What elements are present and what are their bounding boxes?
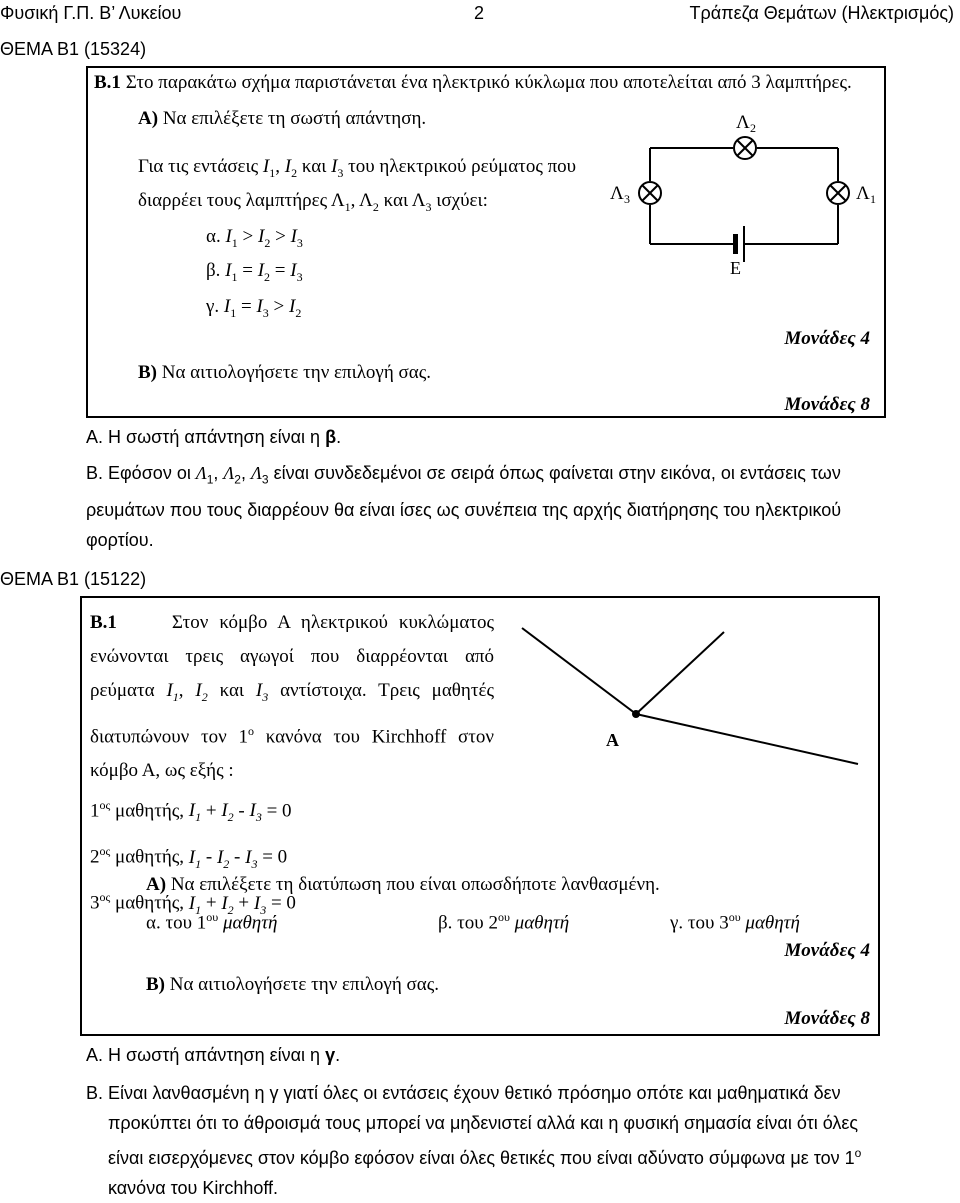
lamp-L3 [639, 182, 661, 204]
theme1-intro-line1: Για τις εντάσεις $I_1$, $I_2$ και $I_3$ του ηλεκτρικού ρεύματος που [138, 156, 577, 180]
theme1-option-a: α. $I_1 > I_2 > I_3$ [206, 226, 303, 250]
lamp-L1 [827, 182, 849, 204]
question-text: Στο παρακάτω σχήμα παριστάνεται ένα ηλεκτρικό κύκλωμα που αποτελείται από 3 λαμπτήρες. [125, 72, 852, 93]
circuit-diagram [588, 104, 888, 284]
label-L1: Λ [856, 183, 870, 204]
svg-text:3: 3 [624, 192, 630, 206]
theme1-question-line [94, 72, 852, 94]
question-number: Β.1 [94, 72, 121, 93]
label-E: Ε [730, 258, 741, 278]
theme1-partB: Β) Να αιτιολογήσετε την επιλογή σας. [138, 362, 431, 383]
header-left: Φυσική Γ.Π. Β’ Λυκείου [0, 3, 182, 23]
theme1-question-box [86, 66, 886, 418]
node-point [632, 710, 640, 718]
theme2-marks-4: Μονάδες 4 [784, 940, 870, 961]
node-diagram [502, 618, 872, 778]
label-L3: Λ [610, 183, 624, 204]
theme2-title: ΘΕΜΑ Β1 (15122) [0, 569, 147, 589]
theme2-partA: Α) Να επιλέξετε τη διατύπωση που είναι οπωσδήποτε λανθασμένη. [146, 874, 660, 895]
theme1-marks-8: Μονάδες 8 [784, 394, 870, 415]
theme2-option-a: α. του $1^{o\upsilon}$ μαθητή [146, 910, 278, 934]
theme1-marks-4: Μονάδες 4 [784, 328, 870, 349]
theme2-question-box [80, 596, 880, 1036]
theme1-title: ΘΕΜΑ Β1 (15324) [0, 39, 147, 59]
page-number: 2 [474, 3, 485, 23]
student-1-statement: $1^{o\varsigma}$ μαθητής, $I_1 + I_2 - I_3 = 0$ [90, 798, 292, 825]
theme2-answer-A: Α. Η σωστή απάντηση είναι η γ. [86, 1045, 341, 1065]
theme1-answer-B: Β. Εφόσον οι $\Lambda_1$, $\Lambda_2$, $\Lambda_3$ είναι συνδεδεμένοι σε σειρά όπως φαίνεται στην εικόνα, οι εντάσεις των ρευμάτων που τους διαρρέουν θα είναι ίσες ως συνέπεια της αρχής διατήρησης του ηλεκτρικού φορτίου. [86, 463, 842, 550]
theme2-question-text: Β.1 Στον κόμβο Α ηλεκτρικού κυκλώματος ενώνονται τρεις αγωγοί που διαρρέονται από ρεύματα $I_1$, $I_2$ και $I_3$ αντίστοιχα. Τρεις μαθητές διατυπώνουν τον $1^o$ κανόνα του Kirchhoff στον κόμβο Α, ως εξής : $1^{o\varsigma}$ μαθητής, $I_1 + I_2 - I_3 = 0$ $2^{o\varsigma}$ μαθητής, $I_1 - I_2 - I_3 = 0$ $3^{o\varsigma}$ μαθητής, $I_1 + I_2 + I_3 = 0$ [90, 606, 494, 927]
theme1-intro-line2: διαρρέει τους λαμπτήρες $\Lambda_1$, $\Lambda_2$ και $\Lambda_3$ ισχύει: [138, 190, 488, 214]
theme1-option-b: β. $I_1 = I_2 = I_3$ [206, 260, 303, 284]
student-3-statement: $3^{o\varsigma}$ μαθητής, $I_1 + I_2 + I_3 = 0$ [90, 890, 296, 917]
theme2-marks-8: Μονάδες 8 [784, 1008, 870, 1029]
theme1-option-c: γ. $I_1 = I_3 > I_2$ [206, 296, 302, 320]
theme2-option-c: γ. του $3^{o\upsilon}$ μαθητή [670, 910, 800, 934]
svg-text:2: 2 [750, 121, 756, 135]
theme2-partB: Β) Να αιτιολογήσετε την επιλογή σας. [146, 974, 439, 995]
lamp-L2 [734, 137, 756, 159]
svg-text:1: 1 [870, 192, 876, 206]
battery-symbol [733, 226, 744, 262]
theme2-option-b: β. του $2^{o\upsilon}$ μαθητή [438, 910, 570, 934]
label-L2: Λ [736, 112, 750, 133]
theme1-partA: Α) Να επιλέξετε τη σωστή απάντηση. [138, 108, 427, 129]
node-label-A: Α [606, 730, 619, 750]
theme2-answer-B: Β. Είναι λανθασμένη η γ γιατί όλες οι εντάσεις έχουν θετικό πρόσημο οπότε και μαθηματικά δεν προκύπτει ότι το άθροισμά τους μπορεί να μηδενιστεί αλλά και η φυσική σημασία είναι ότι όλες είναι εισερχόμενες στον κόμβο εφόσον είναι όλες θετικές που είναι αδύνατο σύμφωνα με τον $1^o$ κανόνα του Kirchhoff. [86, 1083, 862, 1198]
theme1-answer-A: Α. Η σωστή απάντηση είναι η β. [86, 427, 342, 447]
header-right: Τράπεζα Θεμάτων (Ηλεκτρισμός) [689, 3, 954, 23]
student-2-statement: $2^{o\varsigma}$ μαθητής, $I_1 - I_2 - I_3 = 0$ [90, 844, 288, 871]
